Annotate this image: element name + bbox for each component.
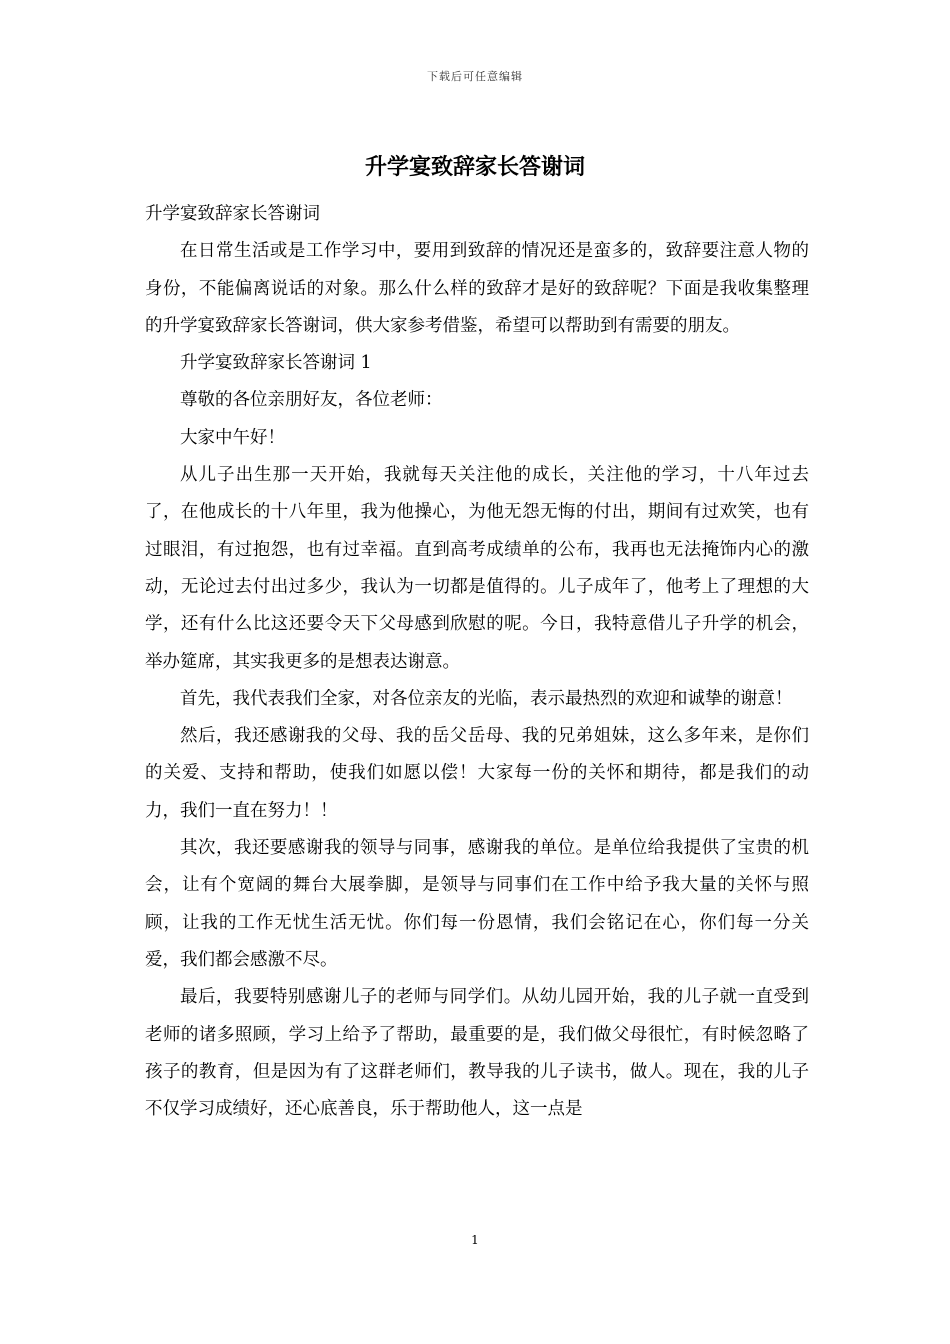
body-paragraph: 然后，我还感谢我的父母、我的岳父岳母、我的兄弟姐妹，这么多年来，是你们的关爱、支持和帮助，使我们如愿以偿！大家每一份的关怀和期待，都是我们的动力，我们一直在努力！！ — [145, 726, 809, 821]
page-number: 1 — [471, 1233, 479, 1247]
body-paragraph: 最后，我要特别感谢儿子的老师与同学们。从幼儿园开始，我的儿子就一直受到老师的诸多照顾，学习上给予了帮助，最重要的是，我们做父母很忙，有时候忽略了孩子的教育，但是因为有了这群老师们，教导我的儿子读书，做人。现在，我的儿子不仅学习成绩好，还心底善良，乐于帮助他人，这一点是 — [145, 987, 809, 1120]
subtitle-paragraph: 升学宴致辞家长答谢词 — [145, 204, 320, 224]
document-title: 升学宴致辞家长答谢词 — [364, 154, 585, 180]
body-paragraph: 首先，我代表我们全家，对各位亲友的光临，表示最热烈的欢迎和诚挚的谢意！ — [180, 688, 793, 709]
body-paragraph: 其次，我还要感谢我的领导与同事，感谢我的单位。是单位给我提供了宝贵的机会，让有个宽阔的舞台大展拳脚，是领导与同事们在工作中给予我大量的关怀与照顾，让我的工作无忧生活无忧。你们每一份恩情，我们会铭记在心，你们每一分关爱，我们都会感激不尽。 — [145, 838, 809, 970]
greeting-paragraph: 大家中午好！ — [180, 427, 285, 448]
section-heading: 升学宴致辞家长答谢词 1 — [180, 353, 372, 374]
body-paragraph: 从儿子出生那一天开始，我就每天关注他的成长，关注他的学习，十八年过去了，在他成长的十八年里，我为他操心，为他无怨无悔的付出，期间有过欢笑，也有过眼泪，有过抱怨，也有过幸福。直到高考成绩单的公布，我再也无法掩饰内心的激动，无论过去付出过多少，我认为一切都是值得的。儿子成年了，他考上了理想的大学，还有什么比这还要令天下父母感到欣慰的呢。今日，我特意借儿子升学的机会，举办筵席，其实我更多的是想表达谢意。 — [145, 465, 809, 672]
download-note: 下载后可任意编辑 — [427, 70, 523, 83]
document-body — [145, 196, 809, 1128]
salutation-paragraph: 尊敬的各位亲朋好友，各位老师： — [180, 390, 443, 411]
intro-paragraph: 在日常生活或是工作学习中，要用到致辞的情况还是蛮多的，致辞要注意人物的身份，不能偏离说话的对象。那么什么样的致辞才是好的致辞呢？下面是我收集整理的升学宴致辞家长答谢词，供大家参考借鉴，希望可以帮助到有需要的朋友。 — [145, 241, 809, 336]
